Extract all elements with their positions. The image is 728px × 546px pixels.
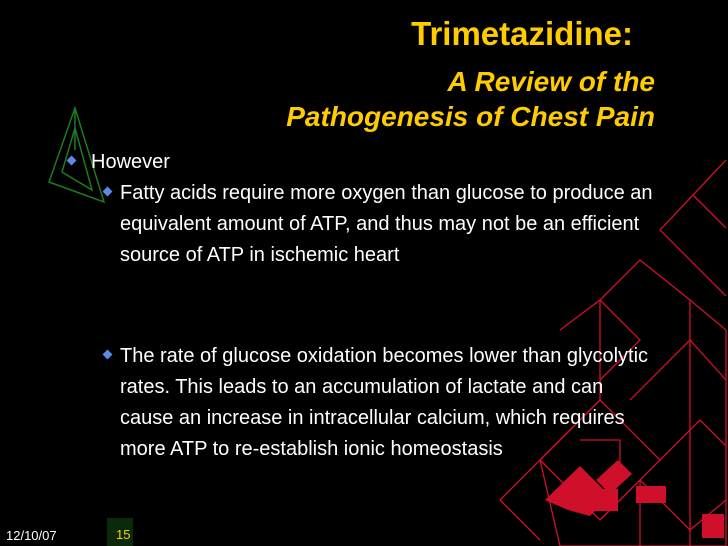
- slide-number-box: [107, 518, 133, 546]
- slide-subtitle-line-2: Pathogenesis of Chest Pain: [286, 101, 655, 132]
- bullet-level-2-fatty-acids: Fatty acids require more oxygen than glucose to produce an equivalent amount of ATP, and thus may not be an efficient source of ATP in ischemic heart: [120, 182, 653, 266]
- slide-subtitle-line-1: A Review of the: [447, 66, 655, 97]
- bullet-level-2-glucose-oxidation: The rate of glucose oxidation becomes lower than glycolytic rates. This leads to an accumulation of lactate and can cause an increase in intracellular calcium, which requires more ATP to re-establish ionic homeostasis: [120, 345, 649, 460]
- slide-number: 15: [116, 527, 131, 542]
- red-block-decoration: [545, 460, 724, 538]
- bullet-level-1: However: [91, 151, 170, 173]
- slide-title: Trimetazidine:: [411, 15, 633, 52]
- footer-date: 12/10/07: [6, 528, 57, 543]
